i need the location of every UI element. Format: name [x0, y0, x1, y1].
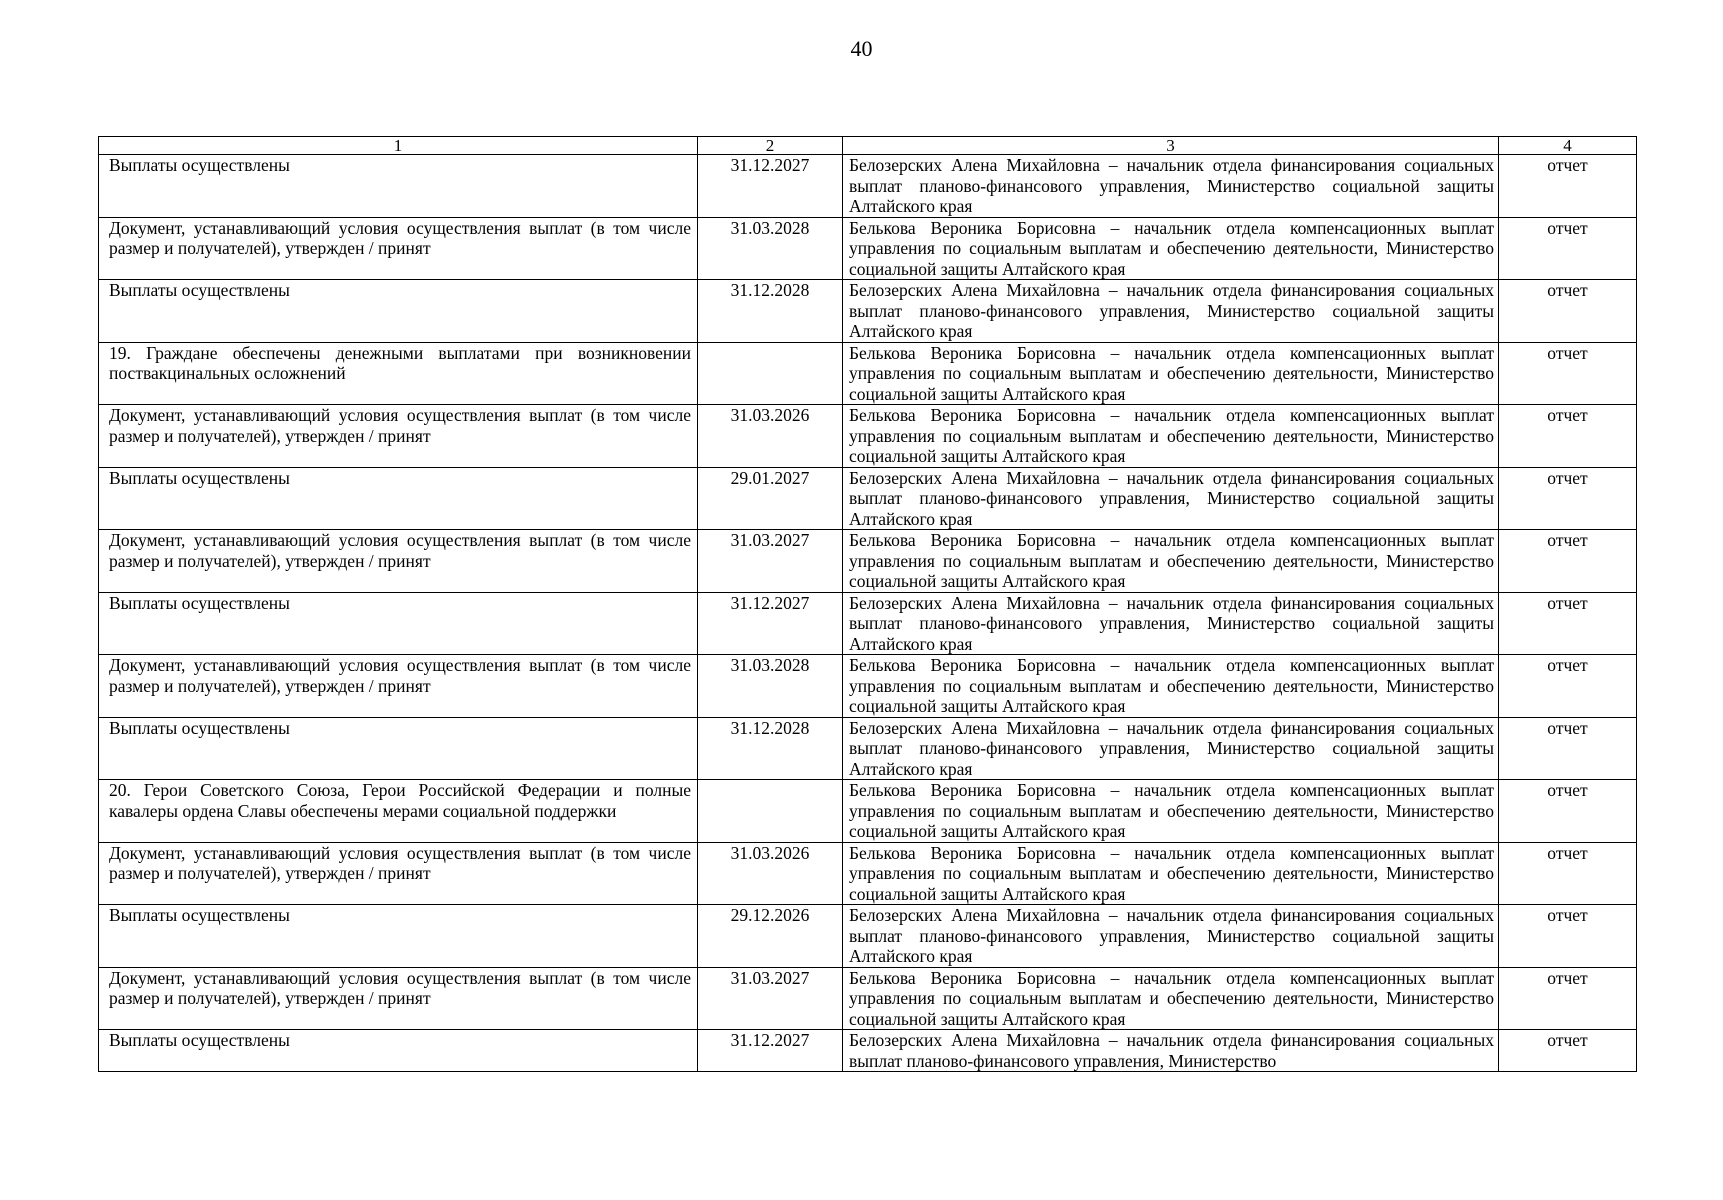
- table-row: [99, 155, 1637, 218]
- date-cell: 31.12.2028: [698, 717, 843, 780]
- date-cell: 29.01.2027: [698, 467, 843, 530]
- responsible-cell: Белозерских Алена Михайловна – начальник отдела финансирования социальных выплат планово-финансового управления, Министерство социальной защиты Алтайского края: [843, 717, 1499, 780]
- responsible-cell: Белозерских Алена Михайловна – начальник отдела финансирования социальных выплат планово-финансового управления, Министерство социальной защиты Алтайского края: [843, 905, 1499, 968]
- responsible-cell: Белькова Вероника Борисовна – начальник отдела компенсационных выплат управления по социальным выплатам и обеспечению деятельности, Министерство социальной защиты Алтайского края: [843, 780, 1499, 843]
- result-cell: Выплаты осуществлены: [99, 905, 698, 968]
- result-cell: Выплаты осуществлены: [99, 592, 698, 655]
- report-type-cell: отчет: [1499, 1030, 1637, 1072]
- table-row: [99, 1030, 1637, 1072]
- date-cell: 31.03.2026: [698, 405, 843, 468]
- responsible-cell: Белькова Вероника Борисовна – начальник отдела компенсационных выплат управления по социальным выплатам и обеспечению деятельности, Министерство социальной защиты Алтайского края: [843, 530, 1499, 593]
- table-row: [99, 467, 1637, 530]
- header-cell: 1: [99, 137, 698, 155]
- plan-table: [98, 136, 1637, 1072]
- date-cell: 31.03.2028: [698, 655, 843, 718]
- report-type-cell: отчет: [1499, 280, 1637, 343]
- report-type-cell: отчет: [1499, 592, 1637, 655]
- table-row: [99, 592, 1637, 655]
- date-cell: [698, 342, 843, 405]
- report-type-cell: отчет: [1499, 780, 1637, 843]
- responsible-cell: Белькова Вероника Борисовна – начальник отдела компенсационных выплат управления по социальным выплатам и обеспечению деятельности, Министерство социальной защиты Алтайского края: [843, 967, 1499, 1030]
- result-cell: Документ, устанавливающий условия осуществления выплат (в том числе размер и получателей), утвержден / принят: [99, 217, 698, 280]
- date-cell: 31.12.2028: [698, 280, 843, 343]
- table-row: [99, 342, 1637, 405]
- table-row: [99, 217, 1637, 280]
- table-header-row: [99, 137, 1637, 155]
- result-cell: Выплаты осуществлены: [99, 155, 698, 218]
- result-cell: Выплаты осуществлены: [99, 1030, 698, 1072]
- result-cell: Документ, устанавливающий условия осуществления выплат (в том числе размер и получателей), утвержден / принят: [99, 655, 698, 718]
- date-cell: 31.12.2027: [698, 592, 843, 655]
- responsible-cell: Белькова Вероника Борисовна – начальник отдела компенсационных выплат управления по социальным выплатам и обеспечению деятельности, Министерство социальной защиты Алтайского края: [843, 342, 1499, 405]
- report-type-cell: отчет: [1499, 842, 1637, 905]
- date-cell: [698, 780, 843, 843]
- table-row: [99, 842, 1637, 905]
- responsible-cell: Белозерских Алена Михайловна – начальник отдела финансирования социальных выплат планово-финансового управления, Министерство социальной защиты Алтайского края: [843, 280, 1499, 343]
- result-cell: Выплаты осуществлены: [99, 467, 698, 530]
- result-cell: Документ, устанавливающий условия осуществления выплат (в том числе размер и получателей), утвержден / принят: [99, 842, 698, 905]
- responsible-cell: Белозерских Алена Михайловна – начальник отдела финансирования социальных выплат планово-финансового управления, Министерство: [843, 1030, 1499, 1072]
- report-type-cell: отчет: [1499, 467, 1637, 530]
- date-cell: 29.12.2026: [698, 905, 843, 968]
- table-row: [99, 530, 1637, 593]
- page-number: 40: [850, 36, 873, 61]
- header-cell: 3: [843, 137, 1499, 155]
- report-type-cell: отчет: [1499, 905, 1637, 968]
- report-type-cell: отчет: [1499, 967, 1637, 1030]
- report-type-cell: отчет: [1499, 655, 1637, 718]
- header-cell: 2: [698, 137, 843, 155]
- result-cell: Выплаты осуществлены: [99, 717, 698, 780]
- report-type-cell: отчет: [1499, 342, 1637, 405]
- result-cell: 19. Граждане обеспечены денежными выплатами при возникновении поствакцинальных осложнений: [99, 342, 698, 405]
- date-cell: 31.03.2027: [698, 530, 843, 593]
- result-cell: Выплаты осуществлены: [99, 280, 698, 343]
- result-cell: 20. Герои Советского Союза, Герои Российской Федерации и полные кавалеры ордена Славы обеспечены мерами социальной поддержки: [99, 780, 698, 843]
- responsible-cell: Белозерских Алена Михайловна – начальник отдела финансирования социальных выплат планово-финансового управления, Министерство социальной защиты Алтайского края: [843, 467, 1499, 530]
- table-row: [99, 655, 1637, 718]
- date-cell: 31.12.2027: [698, 1030, 843, 1072]
- date-cell: 31.12.2027: [698, 155, 843, 218]
- responsible-cell: Белозерских Алена Михайловна – начальник отдела финансирования социальных выплат планово-финансового управления, Министерство социальной защиты Алтайского края: [843, 155, 1499, 218]
- result-cell: Документ, устанавливающий условия осуществления выплат (в том числе размер и получателей), утвержден / принят: [99, 405, 698, 468]
- report-type-cell: отчет: [1499, 405, 1637, 468]
- responsible-cell: Белькова Вероника Борисовна – начальник отдела компенсационных выплат управления по социальным выплатам и обеспечению деятельности, Министерство социальной защиты Алтайского края: [843, 405, 1499, 468]
- table-row: [99, 280, 1637, 343]
- responsible-cell: Белькова Вероника Борисовна – начальник отдела компенсационных выплат управления по социальным выплатам и обеспечению деятельности, Министерство социальной защиты Алтайского края: [843, 655, 1499, 718]
- date-cell: 31.03.2028: [698, 217, 843, 280]
- header-cell: 4: [1499, 137, 1637, 155]
- table-row: [99, 717, 1637, 780]
- responsible-cell: Белозерских Алена Михайловна – начальник отдела финансирования социальных выплат планово-финансового управления, Министерство социальной защиты Алтайского края: [843, 592, 1499, 655]
- date-cell: 31.03.2026: [698, 842, 843, 905]
- table-row: [99, 967, 1637, 1030]
- table-row: [99, 780, 1637, 843]
- result-cell: Документ, устанавливающий условия осуществления выплат (в том числе размер и получателей), утвержден / принят: [99, 967, 698, 1030]
- result-cell: Документ, устанавливающий условия осуществления выплат (в том числе размер и получателей), утвержден / принят: [99, 530, 698, 593]
- report-type-cell: отчет: [1499, 717, 1637, 780]
- responsible-cell: Белькова Вероника Борисовна – начальник отдела компенсационных выплат управления по социальным выплатам и обеспечению деятельности, Министерство социальной защиты Алтайского края: [843, 217, 1499, 280]
- report-type-cell: отчет: [1499, 217, 1637, 280]
- responsible-cell: Белькова Вероника Борисовна – начальник отдела компенсационных выплат управления по социальным выплатам и обеспечению деятельности, Министерство социальной защиты Алтайского края: [843, 842, 1499, 905]
- report-type-cell: отчет: [1499, 530, 1637, 593]
- date-cell: 31.03.2027: [698, 967, 843, 1030]
- report-type-cell: отчет: [1499, 155, 1637, 218]
- table-row: [99, 905, 1637, 968]
- table-row: [99, 405, 1637, 468]
